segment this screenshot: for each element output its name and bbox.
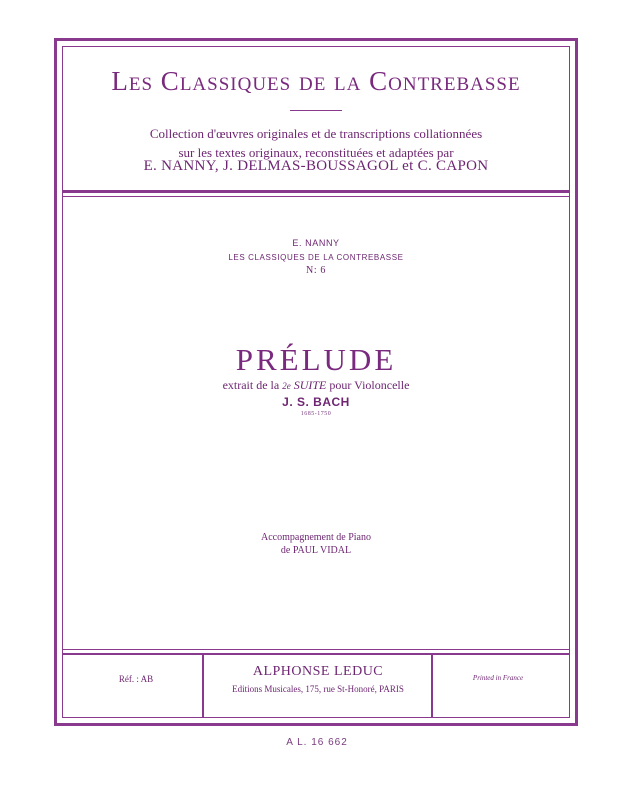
series-title: Les Classiques de la Contrebasse	[111, 66, 521, 96]
footer-divider	[62, 649, 570, 650]
plate-number: A L. 16 662	[286, 737, 348, 748]
accompaniment-line: Accompagnement de Piano	[261, 532, 371, 543]
editor-name: E. NANNY	[292, 238, 340, 248]
publisher-address: Editions Musicales, 175, rue St-Honoré, PARIS	[232, 684, 404, 694]
composer-name: J. S. BACH	[282, 395, 350, 409]
collection-line-1: Collection d'œuvres originales et de transcriptions collationnées	[149, 126, 483, 141]
header-divider	[62, 190, 570, 193]
footer-divider-thick	[62, 653, 570, 655]
suite-number: 2e	[282, 381, 291, 391]
composer-dates: 1685-1750	[300, 411, 332, 417]
title-underline	[290, 110, 342, 111]
series-subtitle: LES CLASSIQUES DE LA CONTREBASSE	[228, 253, 404, 262]
suite-label: SUITE	[293, 378, 327, 392]
extrait-prefix: extrait de la	[222, 378, 280, 392]
printed-in-note: Printed in France	[472, 674, 524, 682]
series-number: N: 6	[306, 265, 326, 276]
reference-code: Réf. : AB	[118, 674, 154, 684]
footer-column-divider-left	[202, 655, 204, 718]
extrait-suffix: pour Violoncelle	[329, 378, 410, 392]
publisher-block	[205, 656, 431, 706]
publisher-name: ALPHONSE LEDUC	[252, 664, 384, 679]
collection-line-2: sur les textes originaux, reconstituées et adaptées par	[178, 145, 454, 160]
authors-line: E. NANNY, J. DELMAS-BOUSSAGOL et C. CAPON	[143, 158, 489, 174]
header-divider-thin	[62, 196, 570, 197]
work-subtitle	[62, 378, 570, 393]
work-title: PRÉLUDE	[235, 342, 397, 377]
arranger-line: de PAUL VIDAL	[280, 545, 352, 556]
